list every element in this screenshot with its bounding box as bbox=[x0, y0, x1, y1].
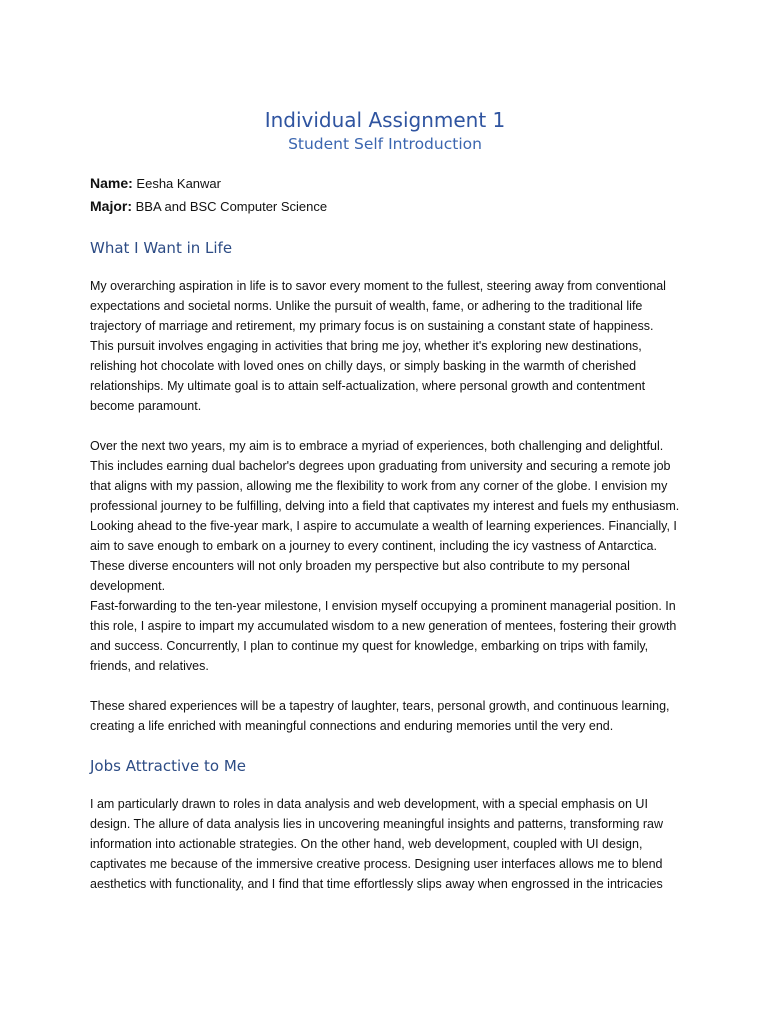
section-heading-jobs: Jobs Attractive to Me bbox=[90, 757, 246, 775]
major-field bbox=[90, 195, 680, 218]
document-title: Individual Assignment 1 bbox=[264, 108, 506, 132]
section-heading-life: What I Want in Life bbox=[90, 239, 233, 257]
name-label: Name: bbox=[90, 175, 133, 191]
name-field bbox=[90, 172, 680, 195]
life-paragraph-3: Looking ahead to the five-year mark, I aspire to accumulate a wealth of learning experiences. Financially, I aim to save enough to embark on a journey to every continent, including the icy vastness of Antarctica. These diverse encounters will not only broaden my perspective but also contribute to my personal development. bbox=[90, 519, 677, 593]
major-value: BBA and BSC Computer Science bbox=[135, 199, 328, 214]
document-subtitle: Student Self Introduction bbox=[288, 135, 482, 153]
life-paragraph-4: Fast-forwarding to the ten-year milestone, I envision myself occupying a prominent managerial position. In this role, I aspire to impart my accumulated wisdom to a new generation of mentees, fostering their growth and success. Concurrently, I plan to continue my quest for knowledge, embarking on trips with family, friends, and relatives. bbox=[90, 599, 677, 673]
life-paragraph-2: Over the next two years, my aim is to embrace a myriad of experiences, both challenging and delightful. This includes earning dual bachelor's degrees upon graduating from university and securing a remote job that aligns with my passion, allowing me the flexibility to work from any corner of the globe. I envision my professional journey to be fulfilling, delving into a field that captivates my interest and fuels my enthusiasm. bbox=[90, 439, 680, 513]
document-content bbox=[90, 106, 680, 894]
paragraph-spacer bbox=[90, 676, 680, 696]
major-label: Major: bbox=[90, 198, 132, 214]
life-paragraph-1: My overarching aspiration in life is to savor every moment to the fullest, steering away from conventional expectations and societal norms. Unlike the pursuit of wealth, fame, or adhering to the traditional life trajectory of marriage and retirement, my primary focus is on sustaining a constant state of happiness. This pursuit involves engaging in activities that bring me joy, whether it's exploring new destinations, relishing hot chocolate with loved ones on chilly days, or simply basking in the warmth of cherished relationships. My ultimate goal is to attain self-actualization, where personal growth and contentment become paramount. bbox=[90, 279, 666, 413]
name-value: Eesha Kanwar bbox=[136, 176, 221, 191]
jobs-paragraph-1: I am particularly drawn to roles in data analysis and web development, with a special emphasis on UI design. The allure of data analysis lies in uncovering meaningful insights and patterns, transforming raw information into actionable strategies. On the other hand, web development, coupled with UI design, captivates me because of the immersive creative process. Designing user interfaces allows me to blend aesthetics with functionality, and I find that time effortlessly slips away when engrossed in the intricacies bbox=[90, 797, 664, 891]
life-paragraph-5: These shared experiences will be a tapestry of laughter, tears, personal growth, and continuous learning, creating a life enriched with meaningful connections and enduring memories until the very end. bbox=[90, 699, 670, 733]
paragraph-spacer bbox=[90, 416, 680, 436]
